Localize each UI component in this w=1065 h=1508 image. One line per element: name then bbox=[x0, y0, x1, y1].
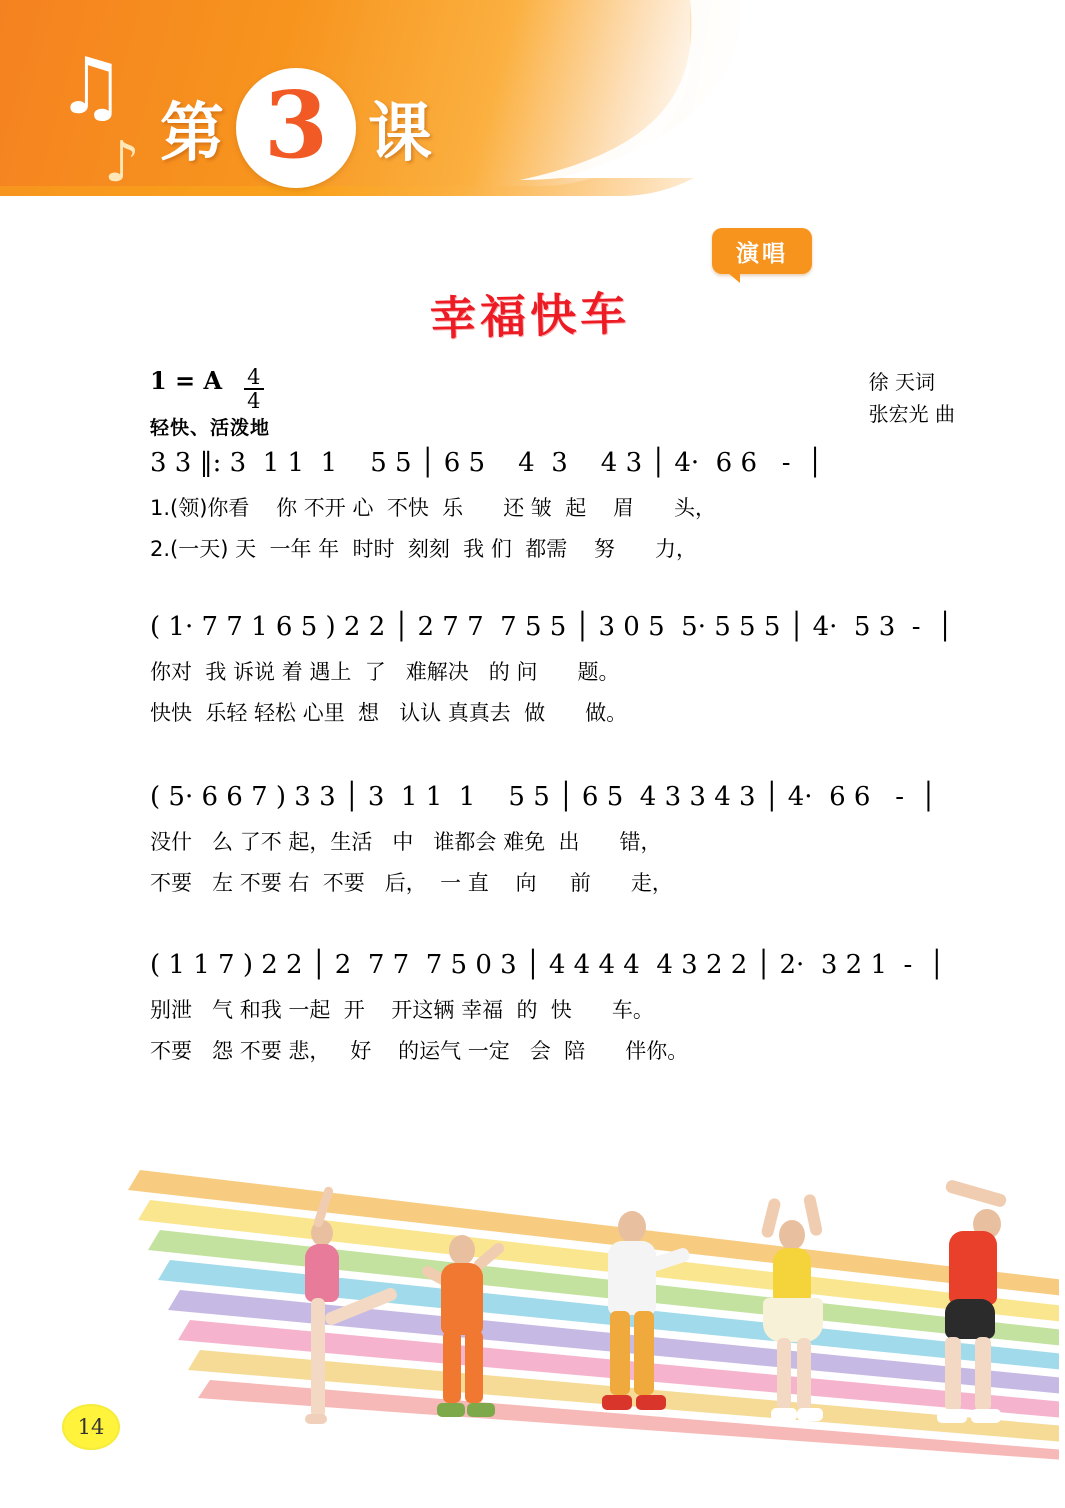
key-signature bbox=[150, 366, 264, 412]
lyric-line-2: 快快 乐轻 轻松 心里 想 认认 真真去 做 做。 bbox=[150, 700, 628, 725]
dancer-head bbox=[618, 1211, 646, 1243]
music-note-icon: ♪ bbox=[104, 130, 140, 195]
stave-1 bbox=[150, 448, 950, 570]
time-signature bbox=[244, 366, 263, 412]
dancer-orange-suit bbox=[415, 1217, 535, 1442]
page-number: 14 bbox=[77, 1415, 105, 1439]
lyric-line-1: 别泄 气 和我 一起 开 开这辆 幸福 的 快 车。 bbox=[150, 998, 654, 1022]
dancer-shoe bbox=[305, 1414, 327, 1424]
dancer-leg bbox=[634, 1311, 654, 1395]
notation-line: ( 1· 7 7 1 6 5 ) 2 2 │ 2 7 7 7 5 5 │ 3 0 5 5· 5 5 5 │ 4· 5 3 - │ bbox=[150, 612, 953, 642]
notation-line: ( 1 1 7 ) 2 2 │ 2 7 7 7 5 0 3 │ 4 4 4 4 4 3 2 2 │ 2· 3 2 1 - │ bbox=[150, 950, 945, 980]
dancer-shoe bbox=[636, 1395, 666, 1410]
song-credits bbox=[869, 366, 955, 430]
dancer-shoe bbox=[467, 1403, 495, 1417]
dancer-head bbox=[449, 1235, 475, 1265]
lyric-line-2: 2.(一天) 天 一年 年 时时 刻刻 我 们 都需 努 力， bbox=[150, 536, 697, 561]
stave-4 bbox=[150, 950, 950, 1072]
dancer-head bbox=[779, 1220, 805, 1250]
stave-2 bbox=[150, 612, 953, 734]
dancer-skirt bbox=[763, 1298, 823, 1342]
dancer-leg bbox=[443, 1331, 461, 1403]
dancer-red-top bbox=[915, 1187, 1045, 1442]
dancer-leg bbox=[311, 1298, 325, 1418]
section-tag-label: 演唱 bbox=[736, 240, 788, 267]
tempo-marking: 轻快、活泼地 bbox=[150, 417, 271, 439]
dancer-leg bbox=[465, 1331, 483, 1403]
notation-line: 3 3 ‖: 3 1 1 1 5 5 │ 6 5 4 3 4 3 │ 4· 6 6 - │ bbox=[150, 448, 823, 478]
lesson-heading bbox=[160, 68, 432, 188]
dancer-shoe bbox=[602, 1395, 632, 1410]
key-label: 1 = A bbox=[150, 366, 223, 395]
dancer-leg bbox=[797, 1338, 811, 1410]
photo-collage bbox=[0, 1130, 1065, 1460]
lyric-line-1: 你对 我 诉说 着 遇上 了 难解决 的 问 题。 bbox=[150, 660, 620, 684]
music-note-icon: ♫ bbox=[56, 42, 126, 132]
composer: 张宏光 曲 bbox=[868, 402, 955, 426]
dancer-leg bbox=[945, 1337, 961, 1411]
lesson-number: 3 bbox=[263, 71, 328, 179]
dancer-shorts bbox=[945, 1299, 995, 1339]
dancer-shoe bbox=[797, 1408, 823, 1421]
lesson-number-circle bbox=[236, 68, 356, 188]
lyric-line-2: 不要 左 不要 右 不要 后， 一 直 向 前 走， bbox=[150, 870, 673, 895]
dancer-torso bbox=[608, 1241, 656, 1315]
lyric-line-1: 没什 么 了不 起，生活 中 谁都会 难免 出 错， bbox=[150, 830, 662, 854]
dancer-shoe bbox=[937, 1409, 967, 1423]
song-title: 幸福快车 bbox=[429, 286, 631, 346]
meter-numerator: 4 bbox=[244, 366, 263, 390]
meter-denominator: 4 bbox=[247, 389, 261, 414]
lesson-suffix: 课 bbox=[368, 96, 432, 171]
dancer-ballet bbox=[275, 1192, 395, 1442]
dancer-torso bbox=[441, 1263, 483, 1335]
notation-line: ( 5· 6 6 7 ) 3 3 │ 3 1 1 1 5 5 │ 6 5 4 3 3 4 3 │ 4· 6 6 - │ bbox=[150, 782, 937, 812]
dancer-shoe bbox=[971, 1409, 1001, 1423]
dancer-shoe bbox=[437, 1403, 465, 1417]
dancer-torso bbox=[305, 1244, 339, 1302]
stave-3 bbox=[150, 782, 950, 904]
lyricist: 徐 天词 bbox=[868, 370, 935, 394]
dancer-leg bbox=[610, 1311, 630, 1395]
lyric-line-1: 1.(领)你看 你 不开 心 不快 乐 还 皱 起 眉 头， bbox=[150, 496, 717, 520]
lesson-prefix: 第 bbox=[160, 96, 224, 171]
page-right-margin bbox=[1059, 0, 1065, 1508]
lyric-line-2: 不要 怨 不要 悲， 好 的运气 一定 会 陪 伴你。 bbox=[150, 1038, 689, 1063]
dancer-shoe bbox=[771, 1408, 797, 1421]
dancer-leg bbox=[777, 1338, 791, 1410]
page-number-badge bbox=[62, 1404, 120, 1450]
dancer-torso bbox=[773, 1248, 811, 1304]
dancer-leg bbox=[975, 1337, 991, 1411]
dancer-torso bbox=[949, 1231, 997, 1305]
dancer-arm bbox=[803, 1193, 823, 1237]
dancer-yellow-skirt bbox=[745, 1192, 875, 1442]
section-tag bbox=[712, 228, 812, 274]
dancer-white-jacket bbox=[580, 1197, 710, 1442]
